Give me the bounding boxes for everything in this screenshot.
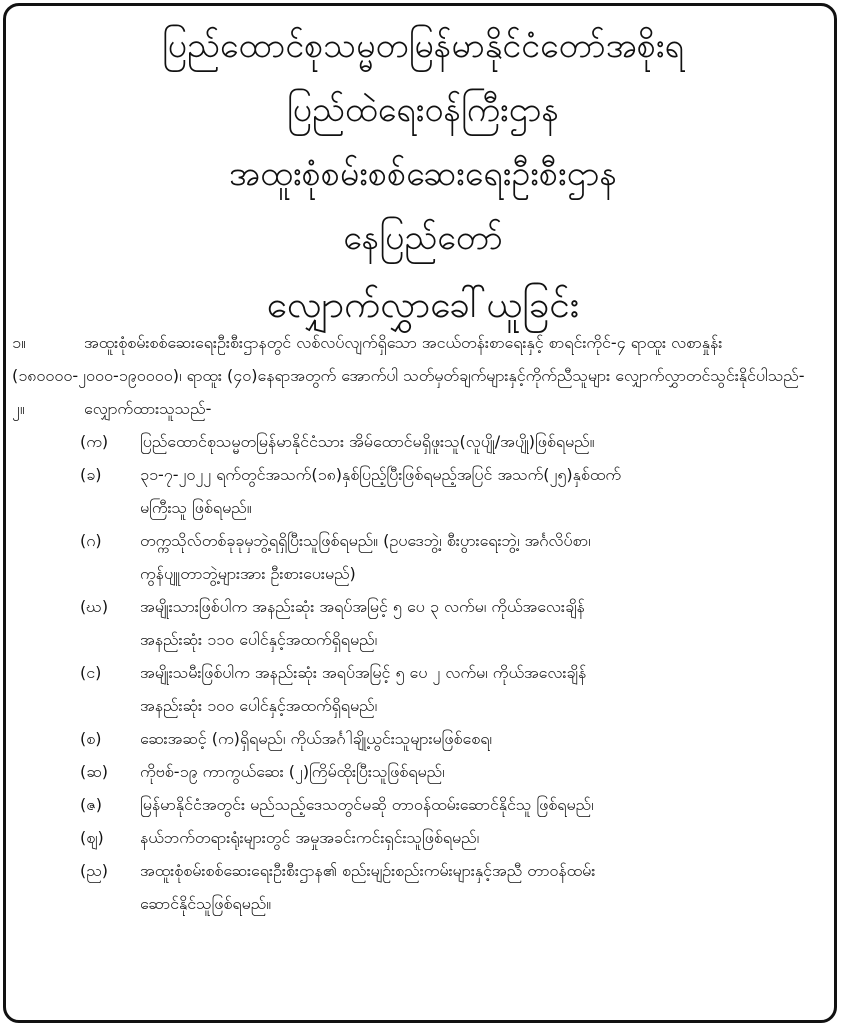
header-government: ပြည်ထောင်စုသမ္မတမြန်မာနိုင်ငံတော်အစိုးရ — [161, 26, 685, 66]
list-item-label: (က) — [80, 432, 109, 451]
list-item — [0, 590, 846, 656]
list-item-text: အမျိုးသားဖြစ်ပါက အနည်းဆုံး အရပ်အမြင့် ၅ ပေ ၃ လက်မ၊ ကိုယ်အလေးချိန် — [140, 597, 585, 616]
list-item-text-cont: အနည်းဆုံး ၁၁၀ ပေါင်နှင့်အထက်ရှိရမည်၊ — [140, 630, 378, 649]
announcement-body — [0, 326, 846, 920]
list-item — [0, 722, 846, 755]
announcement-header — [0, 14, 846, 340]
header-location: နေပြည်တော် — [343, 218, 503, 258]
list-item-text: မြန်မာနိုင်ငံအတွင်း မည်သည့်ဒေသတွင်မဆို တာဝန်ထမ်းဆောင်နိုင်သူ ဖြစ်ရမည်၊ — [140, 795, 594, 814]
list-item-label: (ခ) — [80, 465, 102, 484]
list-item-label: (ဂ) — [80, 531, 102, 550]
list-item-label: (ဃ) — [80, 597, 109, 616]
list-item — [0, 656, 846, 722]
list-item — [0, 788, 846, 821]
header-department: အထူးစုံစမ်းစစ်ဆေးရေးဦးစီးဌာန — [228, 154, 618, 194]
list-item-label: (ဈ) — [80, 828, 104, 847]
list-item — [0, 821, 846, 854]
section-1-number: ၁။ — [12, 333, 26, 352]
list-item-text-cont: ဆောင်နိုင်သူဖြစ်ရမည်။ — [140, 894, 272, 913]
section-1-text: အထူးစုံစမ်းစစ်ဆေးရေးဦးစီးဌာနတွင် လစ်လပ်လျက်ရှိသော အငယ်တန်းစာရေးနှင့် စာရင်းကိုင်-၄ ရာထူး လစာနှုန်း (၁၈၀၀၀၀-၂၀၀၀-၁၉၀၀၀၀)၊ ရာထူး (၄၀)နေရာအတွက် အောက်ပါ သတ်မှတ်ချက်များနှင့်ကိုက်ညီသူများ လျှောက်လွှာတင်သွင်းနိုင်ပါသည်- — [12, 333, 805, 385]
list-item-text: အမျိုးသမီးဖြစ်ပါက အနည်းဆုံး အရပ်အမြင့် ၅ ပေ ၂ လက်မ၊ ကိုယ်အလေးချိန် — [140, 663, 587, 682]
header-ministry: ပြည်ထဲရေးဝန်ကြီးဌာန — [286, 90, 560, 130]
list-item-text: အထူးစုံစမ်းစစ်ဆေးရေးဦးစီးဌာန၏ စည်းမျဉ်းစည်းကမ်းများနှင့်အညီ တာဝန်ထမ်း — [140, 861, 596, 880]
list-item — [0, 854, 846, 920]
list-item-text: ပြည်ထောင်စုသမ္မတမြန်မာနိုင်ငံသား အိမ်ထောင်မရှိဖူးသူ(လူပျို/အပျို)ဖြစ်ရမည်။ — [140, 432, 595, 451]
section-2-title: လျှောက်ထားသူသည်- — [84, 399, 212, 418]
list-item — [0, 524, 846, 590]
list-item-text: ၃၁-၇-၂၀၂၂ ရက်တွင်အသက်(၁၈)နှစ်ပြည့်ပြီးဖြစ်ရမည့်အပြင် အသက်(၂၅)နှစ်ထက် — [140, 465, 621, 484]
list-item-text: ဆေးအဆင့် (က)ရှိရမည်၊ ကိုယ်အင်္ဂါချို့ယွင်းသူများမဖြစ်စေရ၊ — [140, 729, 492, 748]
header-title: လျှောက်လွှာခေါ်ယူခြင်း — [266, 283, 580, 326]
section-1-paragraph — [0, 326, 846, 392]
list-item-label: (ဆ) — [80, 762, 108, 781]
list-item — [0, 755, 846, 788]
list-item — [0, 425, 846, 458]
section-2-number: ၂။ — [12, 399, 25, 418]
list-item-label: (ဇ) — [80, 795, 102, 814]
list-item — [0, 458, 846, 524]
list-item-text-cont: မကြီးသူ ဖြစ်ရမည်။ — [140, 498, 252, 517]
list-item-text: နယ်ဘက်တရားရုံးများတွင် အမှုအခင်းကင်းရှင်းသူဖြစ်ရမည်၊ — [140, 828, 480, 847]
list-item-label: (စ) — [80, 729, 102, 748]
list-item-label: (ည) — [80, 861, 108, 880]
list-item-text-cont: ကွန်ပျူတာဘွဲ့များအား ဦးစားပေးမည်) — [140, 564, 356, 583]
list-item-text-cont: အနည်းဆုံး ၁၀၀ ပေါင်နှင့်အထက်ရှိရမည်၊ — [140, 696, 378, 715]
list-item-label: (င) — [80, 663, 102, 682]
list-item-text: ကိုဗစ်-၁၉ ကာကွယ်ဆေး (၂)ကြိမ်ထိုးပြီးသူဖြစ်ရမည်၊ — [140, 762, 445, 781]
section-2-heading — [0, 392, 846, 425]
list-item-text: တက္ကသိုလ်တစ်ခုခုမှဘွဲ့ရရှိပြီးသူဖြစ်ရမည်။ (ဥပဒေဘွဲ့၊ စီးပွားရေးဘွဲ့၊ အင်္ဂလိပ်စာ၊ — [140, 531, 591, 550]
